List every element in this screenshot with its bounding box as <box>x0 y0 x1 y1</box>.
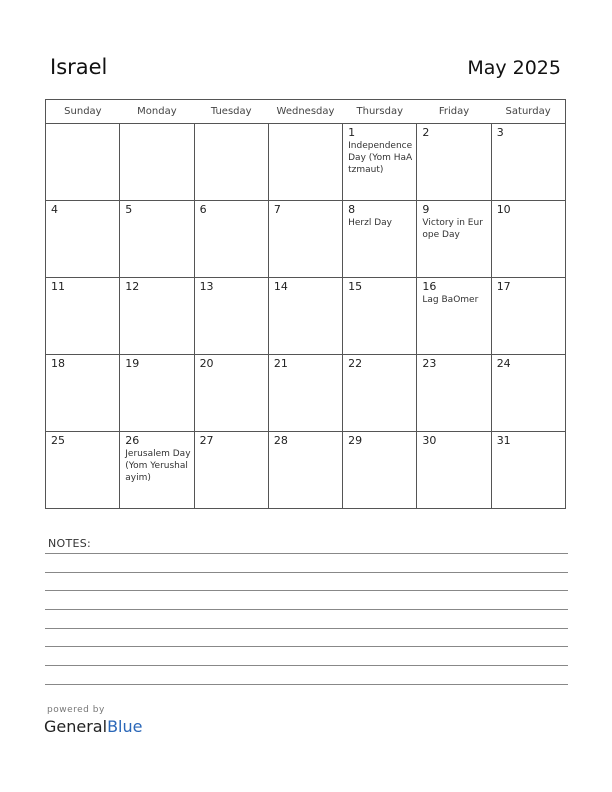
day-number: 21 <box>273 357 288 370</box>
day-cell <box>491 278 565 355</box>
weekday-header-row <box>46 100 566 124</box>
day-cell <box>46 278 120 355</box>
weekday-saturday: Saturday <box>491 100 565 124</box>
note-line <box>45 684 568 685</box>
day-number: 14 <box>273 280 288 293</box>
day-cell <box>343 432 417 509</box>
notes-label: NOTES: <box>48 537 92 550</box>
day-number: 15 <box>348 280 363 293</box>
day-number: 17 <box>496 280 511 293</box>
day-cell <box>194 355 268 432</box>
week-row <box>46 355 566 432</box>
day-number: 5 <box>125 203 133 216</box>
day-cell <box>194 124 268 201</box>
day-cell <box>120 432 194 509</box>
day-cell <box>120 124 194 201</box>
weekday-wednesday: Wednesday <box>268 100 342 124</box>
day-number: 11 <box>51 280 65 293</box>
day-cell <box>120 278 194 355</box>
day-cell <box>194 278 268 355</box>
weekday-thursday: Thursday <box>343 100 417 124</box>
week-row <box>46 432 566 509</box>
day-cell <box>194 201 268 278</box>
day-cell <box>120 201 194 278</box>
holiday-label: Herzl Day <box>348 218 392 228</box>
day-cell <box>268 278 342 355</box>
day-number: 29 <box>348 434 363 447</box>
generalblue-logo <box>44 717 142 736</box>
day-cell <box>268 201 342 278</box>
day-number: 16 <box>422 280 437 293</box>
day-number: 31 <box>496 434 511 447</box>
note-line <box>45 665 568 666</box>
week-row <box>46 278 566 355</box>
day-cell <box>46 355 120 432</box>
day-cell <box>417 355 491 432</box>
day-cell <box>491 355 565 432</box>
day-cell <box>343 355 417 432</box>
weekday-monday: Monday <box>120 100 194 124</box>
day-number: 26 <box>125 434 140 447</box>
note-line <box>45 590 568 591</box>
day-number: 4 <box>51 203 58 216</box>
holiday-label: Independence Day (Yom HaAtzmaut) <box>348 141 413 175</box>
day-number: 24 <box>496 357 511 370</box>
holiday-label: Lag BaOmer <box>422 295 479 305</box>
day-cell <box>343 124 417 201</box>
day-number: 7 <box>273 203 281 216</box>
brand-blue: Blue <box>107 717 143 736</box>
day-cell <box>268 124 342 201</box>
day-cell <box>417 124 491 201</box>
month-title: May 2025 <box>467 57 561 79</box>
day-number: 25 <box>51 434 65 447</box>
day-number: 10 <box>496 203 511 216</box>
day-cell <box>268 432 342 509</box>
day-number: 27 <box>199 434 214 447</box>
country-title: Israel <box>50 55 108 79</box>
note-line <box>45 609 568 610</box>
day-number: 8 <box>348 203 356 216</box>
day-number: 18 <box>51 357 65 370</box>
note-line <box>45 646 568 647</box>
day-number: 2 <box>422 126 430 139</box>
day-cell <box>491 432 565 509</box>
day-cell <box>491 124 565 201</box>
holiday-label: Victory in Europe Day <box>422 218 483 240</box>
day-number: 12 <box>125 280 140 293</box>
weekday-sunday: Sunday <box>46 100 120 124</box>
weekday-tuesday: Tuesday <box>194 100 268 124</box>
week-row <box>46 201 566 278</box>
day-cell <box>120 355 194 432</box>
day-cell <box>46 124 120 201</box>
calendar-grid <box>45 99 566 509</box>
day-number: 22 <box>348 357 363 370</box>
day-number: 19 <box>125 357 140 370</box>
note-line <box>45 553 568 554</box>
day-cell <box>46 201 120 278</box>
day-cell <box>417 201 491 278</box>
holiday-label: Jerusalem Day (Yom Yerushalayim) <box>125 449 191 483</box>
day-number: 20 <box>199 357 214 370</box>
day-number: 13 <box>199 280 214 293</box>
note-line <box>45 572 568 573</box>
day-number: 6 <box>199 203 207 216</box>
note-line <box>45 628 568 629</box>
day-cell <box>417 278 491 355</box>
day-cell <box>491 201 565 278</box>
day-cell <box>194 432 268 509</box>
day-number: 28 <box>273 434 288 447</box>
day-cell <box>46 432 120 509</box>
day-cell <box>268 355 342 432</box>
powered-by-text: powered by <box>47 705 105 715</box>
day-number: 3 <box>496 126 504 139</box>
day-number: 9 <box>422 203 430 216</box>
day-number: 30 <box>422 434 437 447</box>
day-cell <box>417 432 491 509</box>
day-cell <box>343 278 417 355</box>
week-row <box>46 124 566 201</box>
day-number: 23 <box>422 357 437 370</box>
brand-general: General <box>44 717 108 736</box>
day-cell <box>343 201 417 278</box>
weekday-friday: Friday <box>417 100 491 124</box>
day-number: 1 <box>348 126 356 139</box>
